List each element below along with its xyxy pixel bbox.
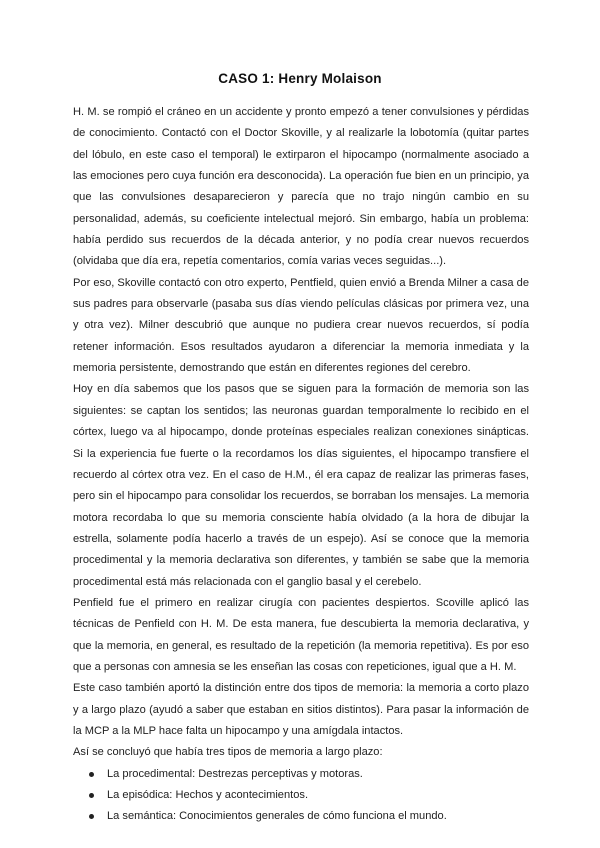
paragraph-3: Hoy en día sabemos que los pasos que se siguen para la formación de memoria son las siguientes: se captan los sentidos; las neuronas guardan temporalmente lo recibido en el córtex, luego va al hipocampo, donde proteínas especiales realizan conexiones sinápticas. Si la experiencia fue fuerte o la recordamos los días siguientes, el hipocampo transfiere el recuerdo al córtex otra vez. En el caso de H.M., él era capaz de realizar las primeras fases, pero sin el hipocampo para consolidar los recuerdos, se borraban los mensajes. La memoria motora recordaba lo que su memoria consciente había olvidado (a la hora de dibujar la estrella, solamente podía hacerlo a través de un espejo). Así se conoce que la memoria procedimental y la memoria declarativa son diferentes, y también se sabe que la memoria procedimental está más relacionada con el ganglio basal y el cerebelo.	[73, 383, 529, 588]
list-item-text: La semántica: Conocimientos generales de cómo funciona el mundo.	[107, 810, 447, 823]
paragraph-1: H. M. se rompió el cráneo en un accidente y pronto empezó a tener convulsiones y pérdidas de conocimiento. Contactó con el Doctor Skoville, y al realizarle la lobotomía (quitar partes del lóbulo, en este caso el temporal) le extirparon el hipocampo (normalmente asociado a las emociones pero cuya función era desconocida). La operación fue bien en un principio, ya que las convulsiones desaparecieron y parecía que no trajo ningún cambio en su personalidad, además, su coeficiente intelectual mejoró. Sin embargo, había un problema: había perdido sus recuerdos de la década anterior, y no podía crear nuevos recuerdos (olvidaba que día era, repetía comentarios, comía varias veces seguidas...).	[73, 106, 529, 268]
paragraph-4: Penfield fue el primero en realizar cirugía con pacientes despiertos. Scoville aplicó las técnicas de Penfield con H. M. De esta manera, fue descubierta la memoria declarativa, y que la memoria, en general, es resultado de la repetición (la memoria repetitiva). Es por eso que a personas con amnesia se les enseñan las cosas con repeticiones, igual que a H. M.	[73, 596, 529, 673]
list-item	[73, 806, 529, 827]
list-item-text: La procedimental: Destrezas perceptivas y motoras.	[107, 767, 363, 780]
list-item-text: La episódica: Hechos y acontecimientos.	[107, 789, 309, 801]
bullet-icon	[89, 814, 94, 819]
list-item	[73, 764, 529, 785]
list-item	[73, 785, 529, 806]
document-body	[73, 102, 529, 828]
paragraph-2: Por eso, Skoville contactó con otro experto, Pentfield, quien envió a Brenda Milner a casa de sus padres para observarle (pasaba sus días viendo películas clásicas por primera vez, una y otra vez). Milner descubrió que aunque no pudiera crear nuevos recuerdos, sí podía retener información. Esos resultados ayudaron a diferenciar la memoria inmediata y la memoria persistente, demostrando que están en diferentes regiones del cerebro.	[73, 276, 529, 375]
bullet-icon	[89, 793, 94, 798]
paragraph-6: Así se concluyó que había tres tipos de memoria a largo plazo:	[73, 746, 383, 759]
bullet-icon	[89, 772, 94, 777]
paragraph-5: Este caso también aportó la distinción entre dos tipos de memoria: la memoria a corto plazo y a largo plazo (ayudó a saber que estaban en sitios distintos). Para pasar la información de la MCP a la MLP hace falta un hipocampo y una amígdala intactos.	[73, 682, 529, 737]
memory-types-list	[73, 764, 529, 828]
document-title: CASO 1: Henry Molaison	[218, 71, 382, 86]
